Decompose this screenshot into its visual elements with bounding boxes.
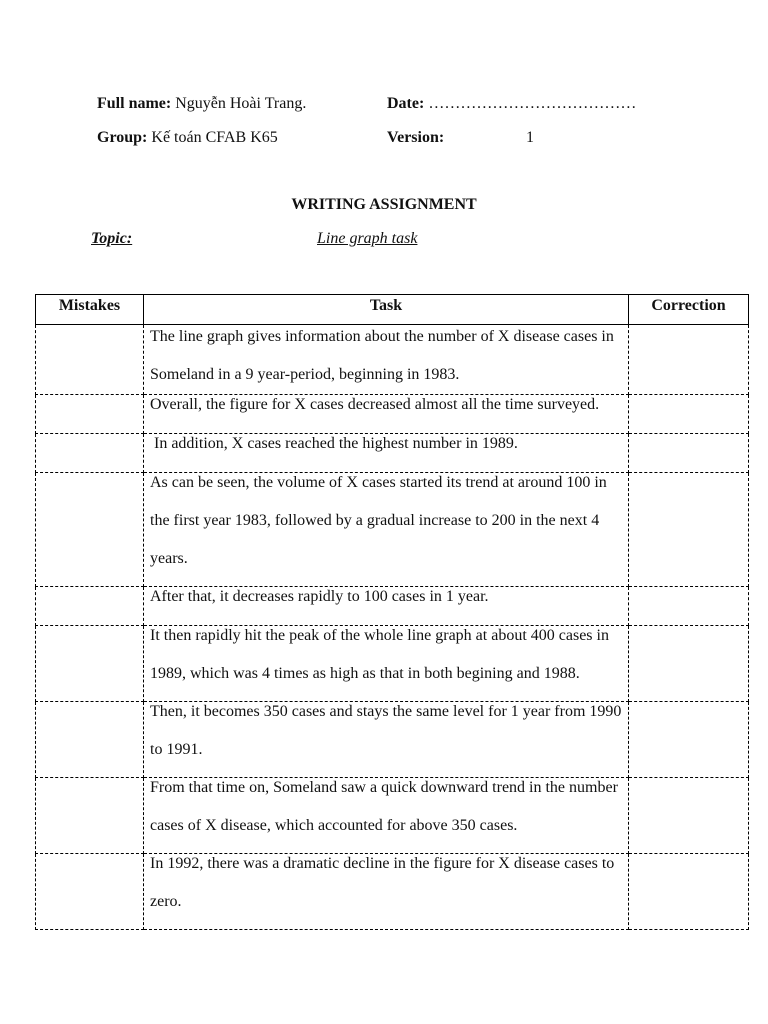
table-row — [36, 325, 749, 395]
mistake-cell[interactable] — [36, 325, 144, 395]
table-row — [36, 626, 749, 702]
topic-label: Topic: — [91, 230, 133, 247]
task-text: As can be seen, the volume of X cases started its trend at around 100 in the first year 1983, followed by a gradual increase to 200 in the next 4 years. — [150, 474, 607, 567]
full-name-line — [97, 94, 306, 114]
date-label: Date: — [387, 95, 425, 112]
correction-cell[interactable] — [629, 702, 749, 778]
task-text: From that time on, Someland saw a quick downward trend in the number cases of X disease, which accounted for above 350 cases. — [150, 779, 618, 834]
task-text: In 1992, there was a dramatic decline in the figure for X disease cases to zero. — [150, 855, 615, 910]
topic-value: Line graph task — [317, 230, 418, 247]
task-text: After that, it decreases rapidly to 100 cases in 1 year. — [150, 588, 489, 605]
full-name-label: Full name: — [97, 95, 172, 112]
column-header-task: Task — [144, 295, 629, 325]
correction-cell[interactable] — [629, 473, 749, 587]
task-cell — [144, 702, 629, 778]
correction-cell[interactable] — [629, 854, 749, 930]
version-label: Version: — [387, 129, 445, 146]
mistake-cell[interactable] — [36, 854, 144, 930]
date-line — [387, 94, 636, 114]
mistake-cell[interactable] — [36, 626, 144, 702]
group-label: Group: — [97, 129, 148, 146]
table-row — [36, 854, 749, 930]
task-text: The line graph gives information about the number of X disease cases in Someland in a 9 year-period, beginning in 1983. — [150, 328, 614, 383]
task-cell — [144, 325, 629, 395]
full-name-value: Nguyễn Hoài Trang. — [175, 95, 307, 112]
task-cell — [144, 854, 629, 930]
task-cell — [144, 626, 629, 702]
correction-cell[interactable] — [629, 626, 749, 702]
task-text: Overall, the figure for X cases decreased almost all the time surveyed. — [150, 396, 600, 413]
correction-cell[interactable] — [629, 778, 749, 854]
column-header-mistakes: Mistakes — [36, 295, 144, 325]
task-text: It then rapidly hit the peak of the whole line graph at about 400 cases in 1989, which was 4 times as high as that in both begining and 1988. — [150, 627, 609, 682]
assignment-title: WRITING ASSIGNMENT — [291, 196, 477, 213]
task-cell — [144, 778, 629, 854]
table-row — [36, 702, 749, 778]
correction-cell[interactable] — [629, 325, 749, 395]
mistake-cell[interactable] — [36, 434, 144, 473]
group-line — [97, 128, 278, 148]
version-line — [387, 128, 444, 148]
task-text: Then, it becomes 350 cases and stays the same level for 1 year from 1990 to 1991. — [150, 703, 622, 758]
group-value: Kế toán CFAB K65 — [151, 129, 278, 146]
mistake-cell[interactable] — [36, 473, 144, 587]
table-row — [36, 778, 749, 854]
mistake-cell[interactable] — [36, 778, 144, 854]
assignment-table — [35, 294, 749, 930]
version-value: 1 — [526, 129, 534, 146]
task-cell — [144, 473, 629, 587]
date-value: ………………………………… — [428, 95, 637, 112]
table-row — [36, 473, 749, 587]
correction-cell[interactable] — [629, 434, 749, 473]
mistake-cell[interactable] — [36, 702, 144, 778]
correction-cell[interactable] — [629, 395, 749, 434]
mistake-cell[interactable] — [36, 587, 144, 626]
mistake-cell[interactable] — [36, 395, 144, 434]
column-header-correction: Correction — [629, 295, 749, 325]
correction-cell[interactable] — [629, 587, 749, 626]
task-text: In addition, X cases reached the highest number in 1989. — [150, 435, 518, 452]
